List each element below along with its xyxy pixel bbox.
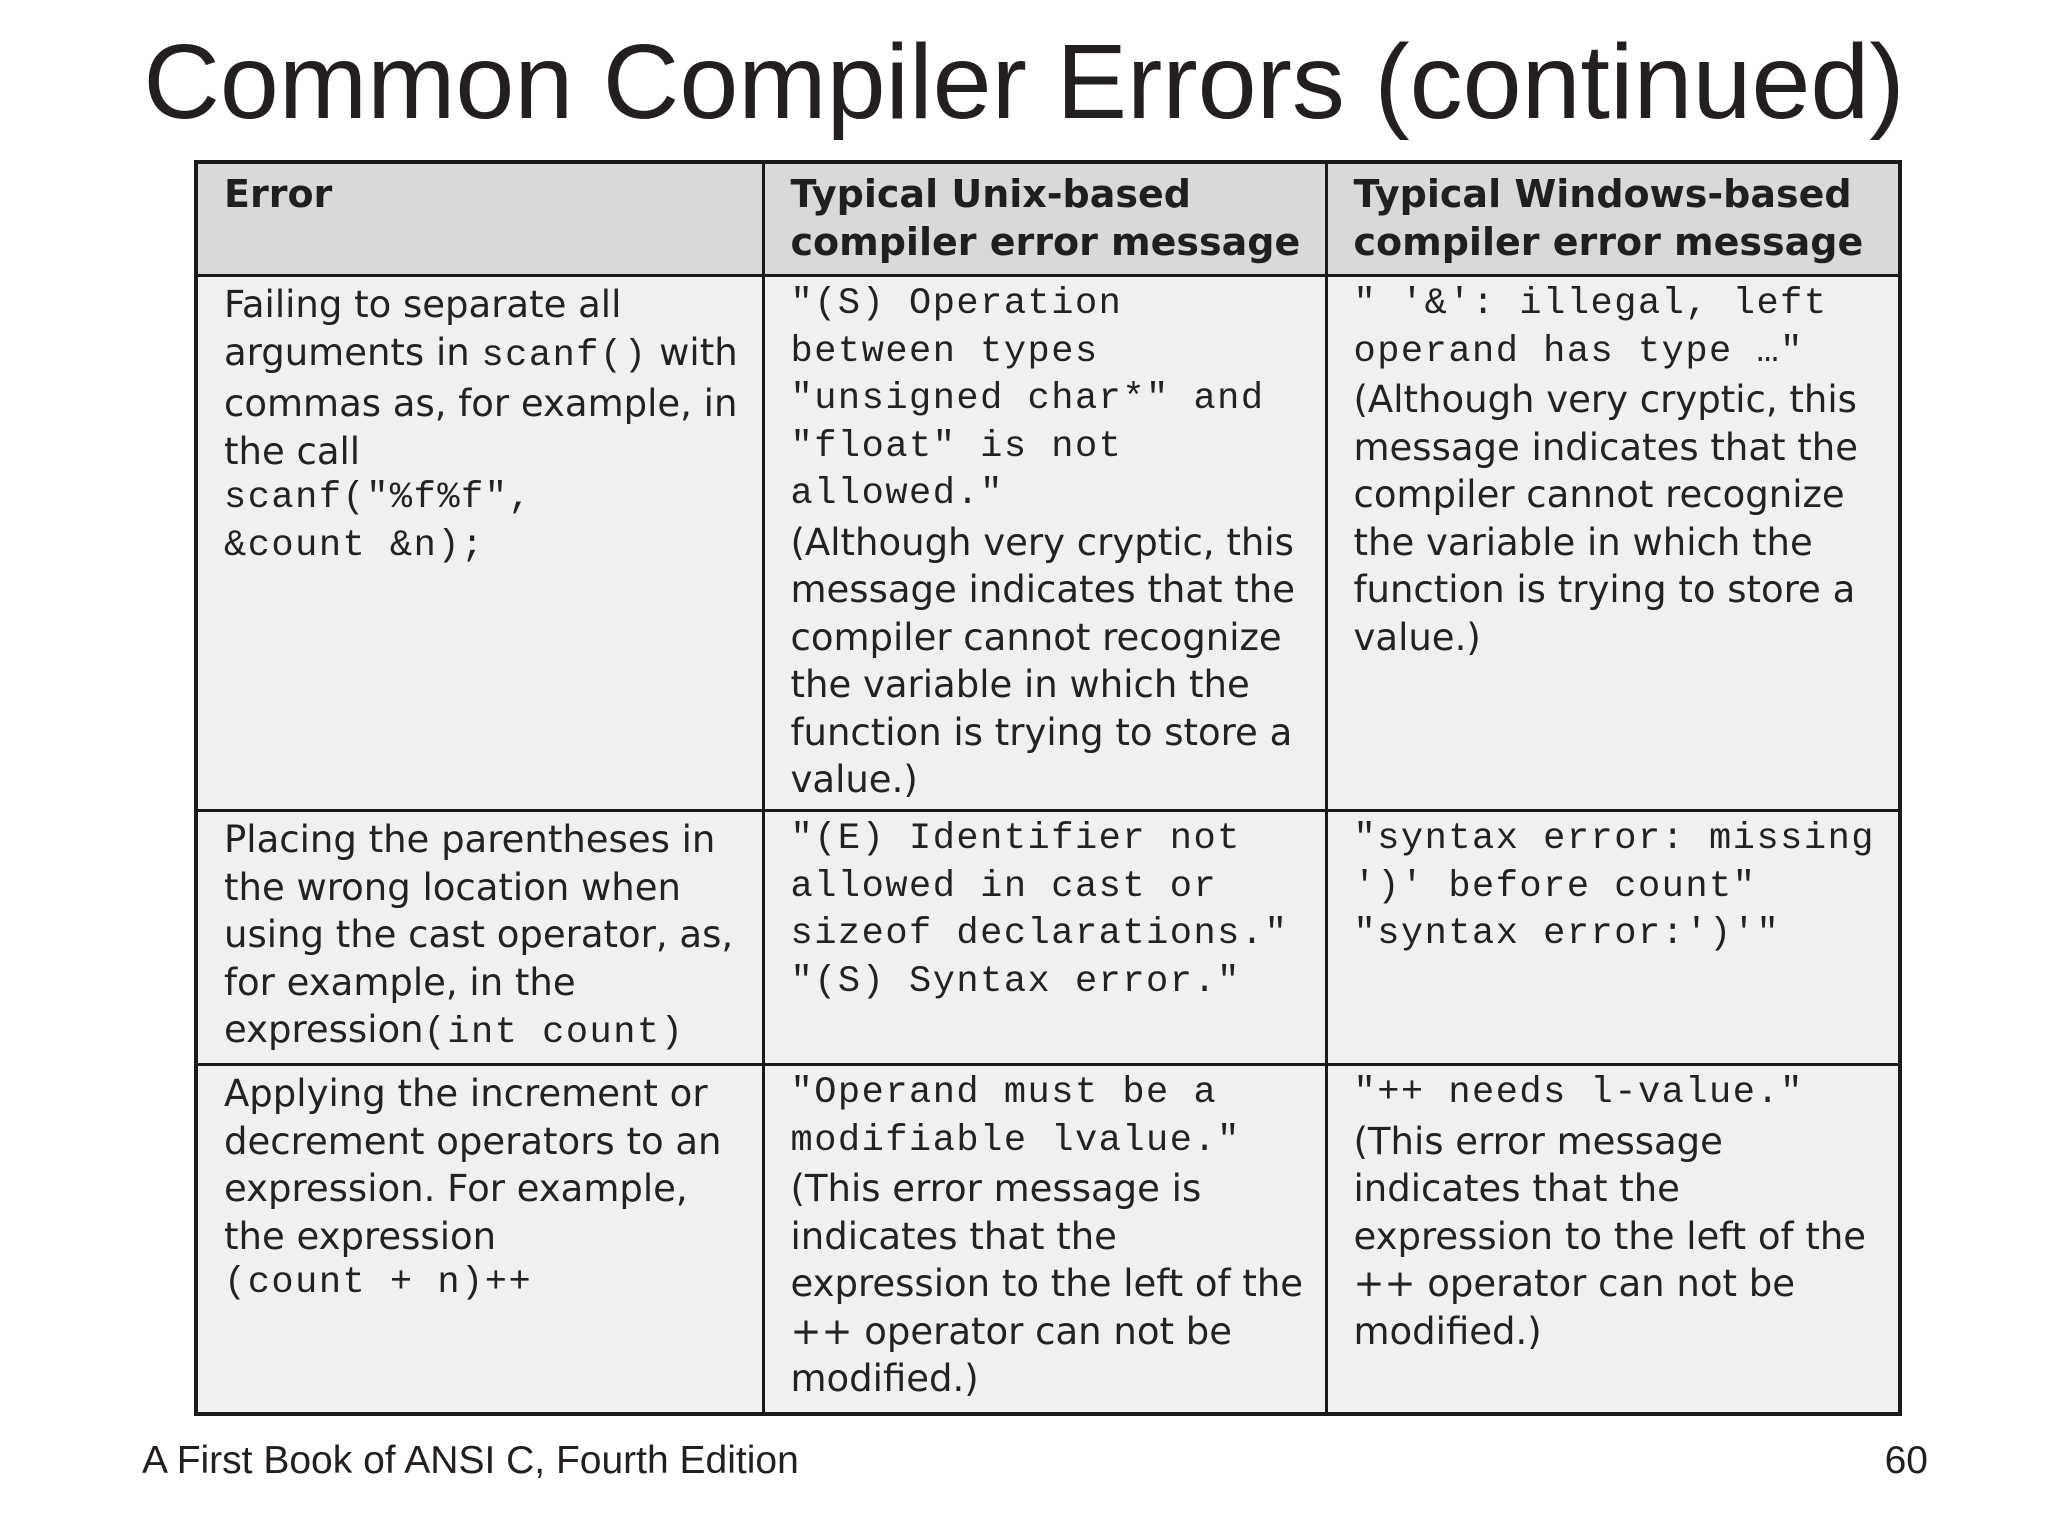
error-code: scanf() xyxy=(481,334,648,377)
cell-windows xyxy=(1326,1065,1900,1415)
windows-message-note: (Although very cryptic, this message indicates that the compiler cannot recognize the variable in which the function is trying to store a value.) xyxy=(1353,378,1858,659)
table-row xyxy=(196,811,1900,1065)
unix-message-code: "(S) Syntax error." xyxy=(790,960,1241,1003)
windows-message-code: "++ needs l-value." xyxy=(1353,1072,1804,1114)
unix-message-code: "(E) Identifier not allowed in cast or sizeof declarations." xyxy=(790,818,1289,955)
unix-message-note: (Although very cryptic, this message indicates that the compiler cannot recognize the variable in which the function is trying to store a value.) xyxy=(790,520,1295,801)
error-code: (int count) xyxy=(423,1012,685,1054)
windows-message-code: " '&': illegal, left operand has type …" xyxy=(1353,283,1828,373)
unix-message-code: "Operand must be a modifiable lvalue." xyxy=(790,1072,1241,1162)
windows-message-code: "syntax error: missing ')' before count" "syntax error:')'" xyxy=(1353,818,1875,955)
unix-message-code: "(S) Operation between types "unsigned char*" and "float" is not allowed." xyxy=(790,283,1265,515)
cell-unix xyxy=(763,276,1326,811)
error-code: &count &n); xyxy=(224,524,485,567)
cell-windows xyxy=(1326,811,1900,1065)
header-windows: Typical Windows-based compiler error message xyxy=(1326,162,1900,276)
cell-windows xyxy=(1326,276,1900,811)
cell-error xyxy=(196,811,763,1065)
compiler-errors-table-container xyxy=(194,160,1898,1400)
error-text: Placing the parentheses in the wrong location when using the cast operator, as, for example, in the expression xyxy=(224,818,734,1051)
header-error: Error xyxy=(196,162,763,276)
compiler-errors-table xyxy=(194,160,1902,1416)
table-header-row xyxy=(196,162,1900,276)
footer-book-title: A First Book of ANSI C, Fourth Edition xyxy=(142,1439,799,1482)
slide-title: Common Compiler Errors (continued) xyxy=(143,23,1905,141)
cell-error xyxy=(196,1065,763,1415)
windows-message-note: (This error message indicates that the expression to the left of the ++ operator can not be modified.) xyxy=(1353,1119,1867,1353)
table-row xyxy=(196,276,1900,811)
table-row xyxy=(196,1065,1900,1415)
page-number: 60 xyxy=(1884,1439,1928,1482)
error-code: (count + n)++ xyxy=(224,1262,533,1304)
cell-unix xyxy=(763,811,1326,1065)
cell-unix xyxy=(763,1065,1326,1415)
header-unix: Typical Unix-based compiler error message xyxy=(763,162,1326,276)
error-text: with commas as, for example, in the call xyxy=(224,330,738,473)
error-text: Applying the increment or decrement operators to an expression. For example, the expression xyxy=(224,1072,722,1258)
cell-error xyxy=(196,276,763,811)
unix-message-note: (This error message is indicates that the expression to the left of the ++ operator can not be modified.) xyxy=(790,1167,1304,1400)
error-text: Failing to separate all arguments in xyxy=(224,283,622,374)
error-code: scanf("%f%f", xyxy=(224,477,533,519)
